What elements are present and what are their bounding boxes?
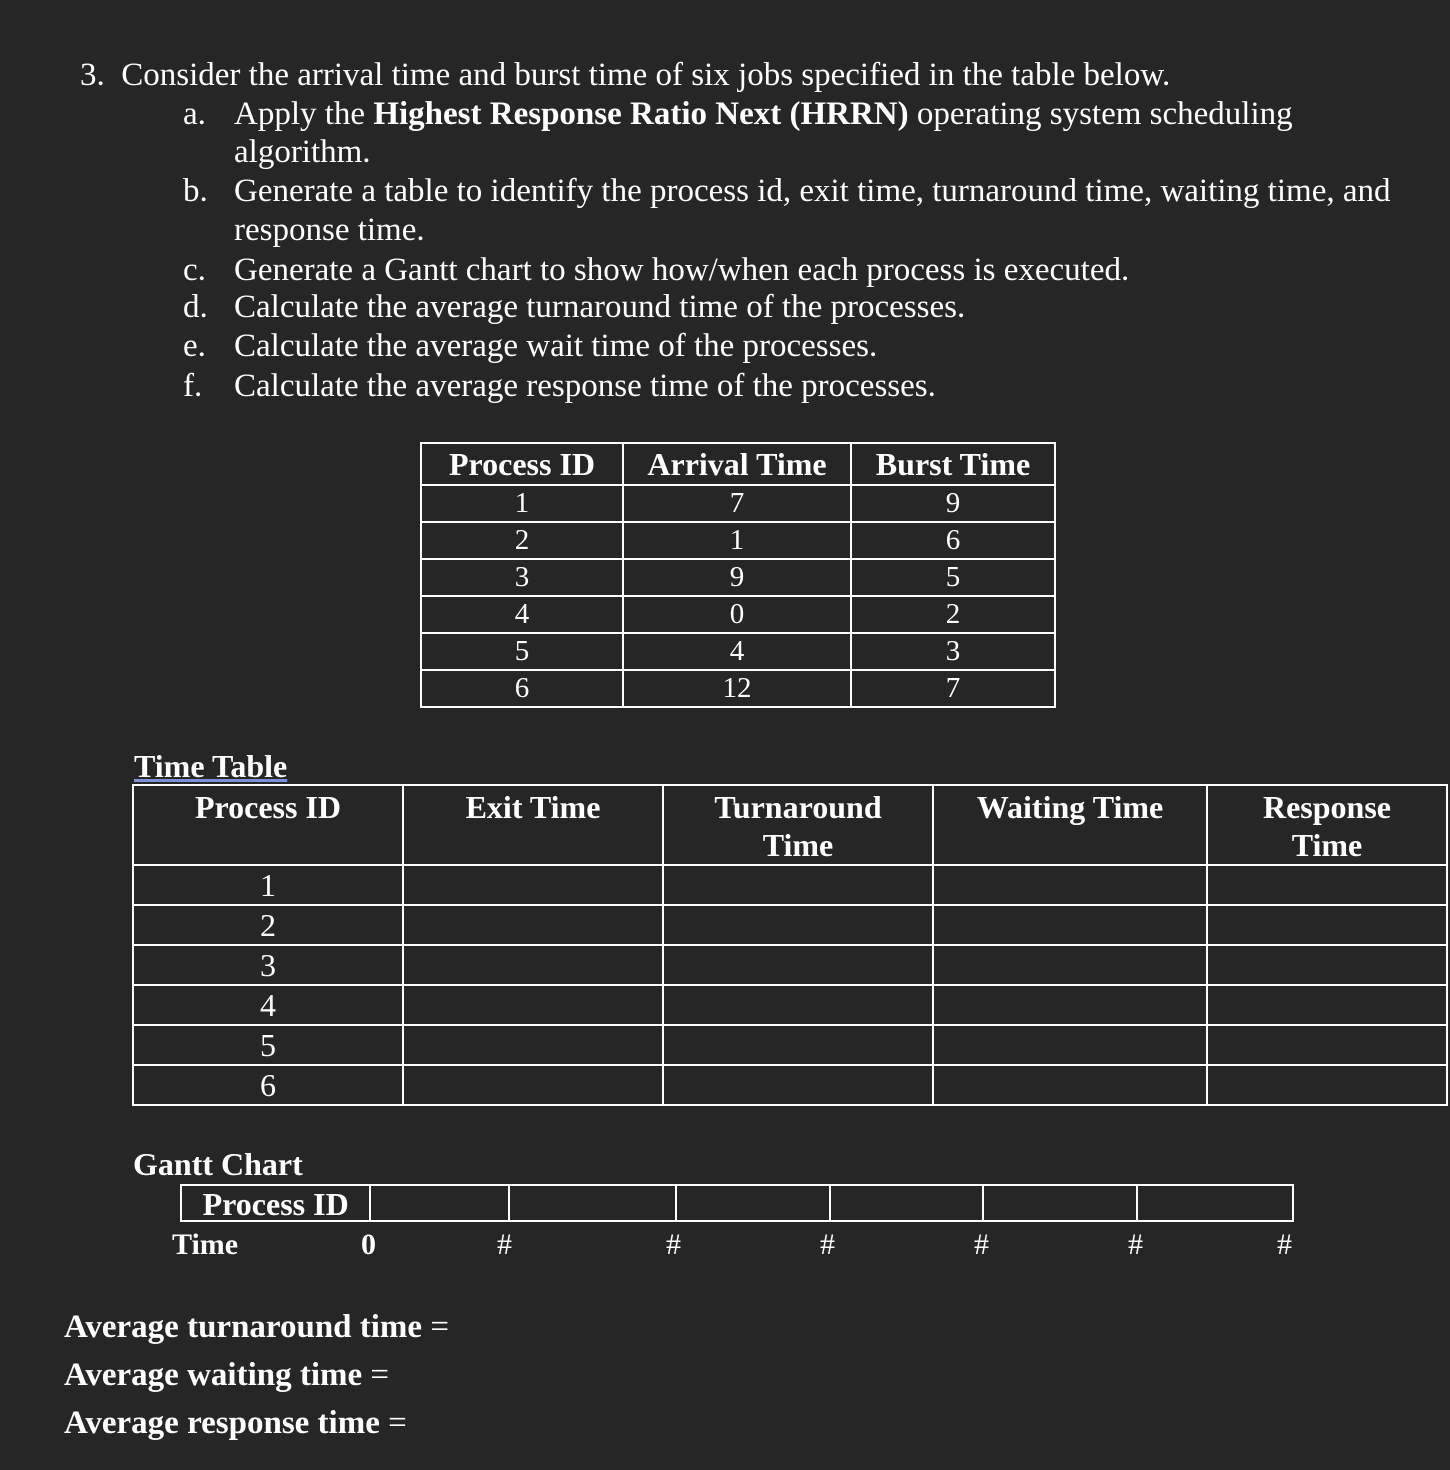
cell-burst-time: 2	[851, 596, 1055, 633]
gantt-row-label: Process ID	[182, 1186, 371, 1220]
average-waiting-label: Average waiting time	[64, 1357, 363, 1393]
cell-process-id: 2	[421, 522, 623, 559]
table-row	[421, 485, 1055, 522]
cell-response-time[interactable]	[1207, 1065, 1447, 1105]
header-turnaround-time: Turnaround Time	[663, 785, 933, 865]
header-arrival-time: Arrival Time	[623, 443, 851, 485]
table-row	[133, 1065, 1447, 1105]
item-e-marker: e.	[183, 328, 206, 364]
cell-burst-time: 9	[851, 485, 1055, 522]
table-row	[421, 633, 1055, 670]
gantt-time-tick: #	[497, 1228, 512, 1261]
cell-arrival-time: 1	[623, 522, 851, 559]
table-row	[133, 865, 1447, 905]
time-table-title: Time Table	[134, 748, 288, 784]
table-header-row	[421, 443, 1055, 485]
gantt-slot[interactable]	[984, 1186, 1137, 1220]
average-response-line	[64, 1404, 407, 1442]
cell-process-id: 6	[133, 1065, 403, 1105]
item-d-text: Calculate the average turnaround time of the processes.	[234, 289, 966, 325]
average-turnaround-label: Average turnaround time	[64, 1309, 423, 1345]
gantt-time-tick: #	[666, 1228, 681, 1261]
cell-process-id: 2	[133, 905, 403, 945]
cell-response-time[interactable]	[1207, 905, 1447, 945]
item-a-text-cont: algorithm.	[234, 134, 371, 170]
cell-exit-time[interactable]	[403, 865, 663, 905]
cell-response-time[interactable]	[1207, 945, 1447, 985]
cell-response-time[interactable]	[1207, 985, 1447, 1025]
gantt-chart-title: Gantt Chart	[133, 1146, 303, 1182]
header-exit-time: Exit Time	[403, 785, 663, 865]
cell-process-id: 3	[133, 945, 403, 985]
cell-exit-time[interactable]	[403, 1025, 663, 1065]
cell-process-id: 4	[133, 985, 403, 1025]
cell-arrival-time: 12	[623, 670, 851, 707]
header-burst-time: Burst Time	[851, 443, 1055, 485]
table-row	[421, 559, 1055, 596]
cell-waiting-time[interactable]	[933, 985, 1207, 1025]
cell-response-time[interactable]	[1207, 1025, 1447, 1065]
average-waiting-line	[64, 1356, 389, 1394]
cell-waiting-time[interactable]	[933, 945, 1207, 985]
cell-turnaround-time[interactable]	[663, 985, 933, 1025]
cell-waiting-time[interactable]	[933, 865, 1207, 905]
gantt-chart-row	[180, 1184, 1294, 1222]
header-process-id: Process ID	[133, 785, 403, 865]
table-row	[133, 985, 1447, 1025]
cell-arrival-time: 7	[623, 485, 851, 522]
cell-turnaround-time[interactable]	[663, 1025, 933, 1065]
equals-sign: =	[430, 1309, 449, 1345]
cell-burst-time: 6	[851, 522, 1055, 559]
header-process-id: Process ID	[421, 443, 623, 485]
table-row	[133, 1025, 1447, 1065]
cell-response-time[interactable]	[1207, 865, 1447, 905]
gantt-slot[interactable]	[510, 1186, 677, 1220]
item-f-marker: f.	[183, 368, 203, 404]
table-row	[133, 905, 1447, 945]
average-turnaround-line	[64, 1308, 449, 1346]
item-a-marker: a.	[183, 96, 206, 132]
gantt-time-tick: #	[1128, 1228, 1143, 1261]
cell-process-id: 3	[421, 559, 623, 596]
question-number: 3. Consider the arrival time and burst time of six jobs specified in the table below.	[80, 57, 1171, 93]
cell-process-id: 5	[133, 1025, 403, 1065]
item-b-text: Generate a table to identify the process id, exit time, turnaround time, waiting time, and	[234, 173, 1391, 209]
cell-process-id: 4	[421, 596, 623, 633]
item-f-text: Calculate the average response time of the processes.	[234, 368, 936, 404]
item-b-text-cont: response time.	[234, 212, 425, 248]
cell-turnaround-time[interactable]	[663, 945, 933, 985]
item-c-marker: c.	[183, 252, 206, 288]
cell-burst-time: 3	[851, 633, 1055, 670]
cell-exit-time[interactable]	[403, 985, 663, 1025]
table-row	[133, 945, 1447, 985]
gantt-time-tick: #	[974, 1228, 989, 1261]
cell-exit-time[interactable]	[403, 905, 663, 945]
gantt-time-label: Time	[172, 1228, 239, 1261]
table-row	[421, 596, 1055, 633]
cell-arrival-time: 9	[623, 559, 851, 596]
average-response-label: Average response time	[64, 1405, 380, 1441]
header-waiting-time: Waiting Time	[933, 785, 1207, 865]
time-table-header-row	[133, 785, 1447, 865]
cell-turnaround-time[interactable]	[663, 905, 933, 945]
cell-process-id: 1	[133, 865, 403, 905]
table-row	[421, 522, 1055, 559]
cell-waiting-time[interactable]	[933, 1025, 1207, 1065]
question-intro: Consider the arrival time and burst time of six jobs specified in the table below.	[121, 57, 1171, 93]
cell-turnaround-time[interactable]	[663, 1065, 933, 1105]
equals-sign: =	[370, 1357, 390, 1393]
gantt-slot[interactable]	[677, 1186, 830, 1220]
cell-turnaround-time[interactable]	[663, 865, 933, 905]
table-row	[421, 670, 1055, 707]
cell-process-id: 5	[421, 633, 623, 670]
header-response-time: Response Time	[1207, 785, 1447, 865]
item-e-text: Calculate the average wait time of the processes.	[234, 328, 878, 364]
cell-exit-time[interactable]	[403, 1065, 663, 1105]
process-input-table	[420, 442, 1056, 708]
equals-sign: =	[388, 1405, 407, 1441]
time-table	[132, 784, 1448, 1106]
gantt-slot[interactable]	[831, 1186, 984, 1220]
cell-exit-time[interactable]	[403, 945, 663, 985]
item-b-marker: b.	[183, 173, 208, 209]
cell-arrival-time: 0	[623, 596, 851, 633]
cell-burst-time: 7	[851, 670, 1055, 707]
gantt-slot[interactable]	[1138, 1186, 1292, 1220]
cell-process-id: 6	[421, 670, 623, 707]
item-a-text: Apply the Highest Response Ratio Next (HRRN) operating system scheduling	[234, 96, 1293, 132]
cell-waiting-time[interactable]	[933, 1065, 1207, 1105]
item-c-text: Generate a Gantt chart to show how/when each process is executed.	[234, 252, 1130, 288]
cell-waiting-time[interactable]	[933, 905, 1207, 945]
gantt-time-tick: #	[1277, 1228, 1292, 1261]
gantt-time-start: 0	[361, 1228, 376, 1261]
item-d-marker: d.	[183, 289, 208, 325]
gantt-slot[interactable]	[371, 1186, 510, 1220]
cell-arrival-time: 4	[623, 633, 851, 670]
cell-burst-time: 5	[851, 559, 1055, 596]
cell-process-id: 1	[421, 485, 623, 522]
gantt-time-tick: #	[820, 1228, 835, 1261]
